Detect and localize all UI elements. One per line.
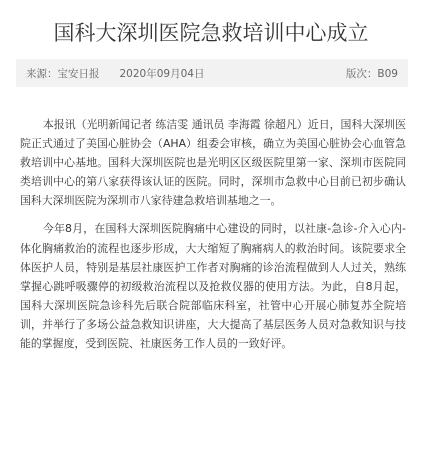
article-title: 国科大深圳医院急救培训中心成立 — [53, 21, 369, 45]
article-date: 2020年09月04日 — [119, 67, 205, 80]
article-meta-bar — [16, 59, 408, 87]
article-body — [20, 115, 406, 353]
article-paragraph: 今年8月，在国科大深圳医院胸痛中心建设的同时，以社康-急诊-介入心内-体化胸痛救治的流程也逐步形成，大大缩短了胸痛病人的救治时间。该院要求全体医护人员，特别是基层社康医护工作者对胸痛的诊治流程做到人人过关，熟练掌握心跳呼吸骤停的初级救治流程以及抢救仪器的使用方法。为此，自8月起，国科大深圳医院急诊科先后联合院部临床科室，社管中心开展心肺复苏全院培训，并举行了多场公益急救知识讲座，大大提高了基层医务人员对急救知识与技能的掌握度，受到医院、社康医务工作人员的一致好评。 — [20, 222, 406, 351]
article-source: 来源：宝安日报 — [26, 67, 100, 80]
article-edition: 版次：B09 — [345, 67, 398, 80]
article-paragraph: 本报讯（光明新闻记者 练洁雯 通讯员 李海霞 徐超凡）近日，国科大深圳医院正式通过了美国心脏协会（AHA）组委会审核，确立为美国心脏协会心血管急救培训中心基地。国科大深圳医院也是光明区区级医院里第一家、深圳市医院同类培训中心的第八家获得该认证的医院。同时，深圳市急救中心目前已初步确认国科大深圳医院为深圳市八家待建急救培训基地之一。 — [20, 118, 406, 208]
